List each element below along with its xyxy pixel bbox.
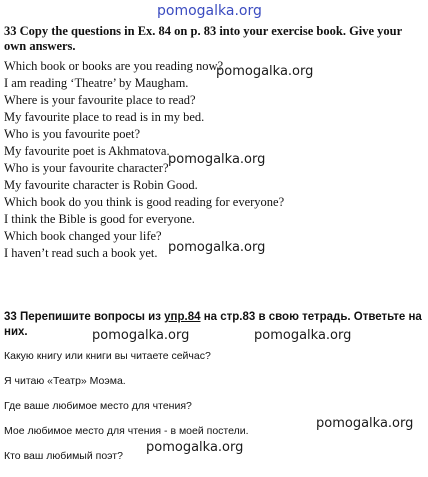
- english-line: I haven’t read such a book yet.: [4, 246, 158, 260]
- english-line: Which book do you think is good reading for everyone?: [4, 195, 285, 209]
- watermark-english-2: pomogalka.org: [168, 152, 266, 167]
- russian-line: Где ваше любимое место для чтения?: [4, 400, 192, 412]
- russian-line: Кто ваш любимый поэт?: [4, 450, 123, 462]
- english-line: Where is your favourite place to read?: [4, 93, 196, 107]
- russian-line: Какую книгу или книги вы читаете сейчас?: [4, 350, 211, 362]
- watermark-top: pomogalka.org: [157, 3, 262, 19]
- english-exercise-heading: 33 Copy the questions in Ex. 84 on p. 83 into your exercise book. Give your own answers.: [4, 24, 402, 53]
- exercise-reference-link[interactable]: упр.84: [164, 311, 201, 323]
- english-line: Who is you favourite poet?: [4, 127, 141, 141]
- russian-exercise-heading: [4, 310, 422, 340]
- russian-line: Мое любимое место для чтения - в моей постели.: [4, 425, 249, 437]
- english-line: Which book changed your life?: [4, 229, 162, 243]
- english-line: My favourite poet is Akhmatova.: [4, 144, 170, 158]
- english-line: My favourite place to read is in my bed.: [4, 110, 205, 124]
- english-line: I think the Bible is good for everyone.: [4, 212, 195, 226]
- english-line: I am reading ‘Theatre’ by Maugham.: [4, 76, 189, 90]
- watermark-english-1: pomogalka.org: [216, 64, 314, 79]
- english-line: My favourite character is Robin Good.: [4, 178, 198, 192]
- watermark-english-3: pomogalka.org: [168, 240, 266, 255]
- watermark-russian-1: pomogalka.org: [92, 328, 190, 343]
- russian-heading-text-end: на стр.83 в свою тетрадь. Ответьте на них.: [4, 311, 422, 338]
- watermark-russian-3: pomogalka.org: [316, 416, 414, 431]
- watermark-russian-2: pomogalka.org: [254, 328, 352, 343]
- russian-heading-text-start: 33 Перепишите вопросы из: [4, 311, 165, 323]
- russian-line: Я читаю «Театр» Моэма.: [4, 375, 126, 387]
- english-line: Who is your favourite character?: [4, 161, 169, 175]
- english-line: Which book or books are you reading now?: [4, 59, 224, 73]
- watermark-russian-4: pomogalka.org: [146, 440, 244, 455]
